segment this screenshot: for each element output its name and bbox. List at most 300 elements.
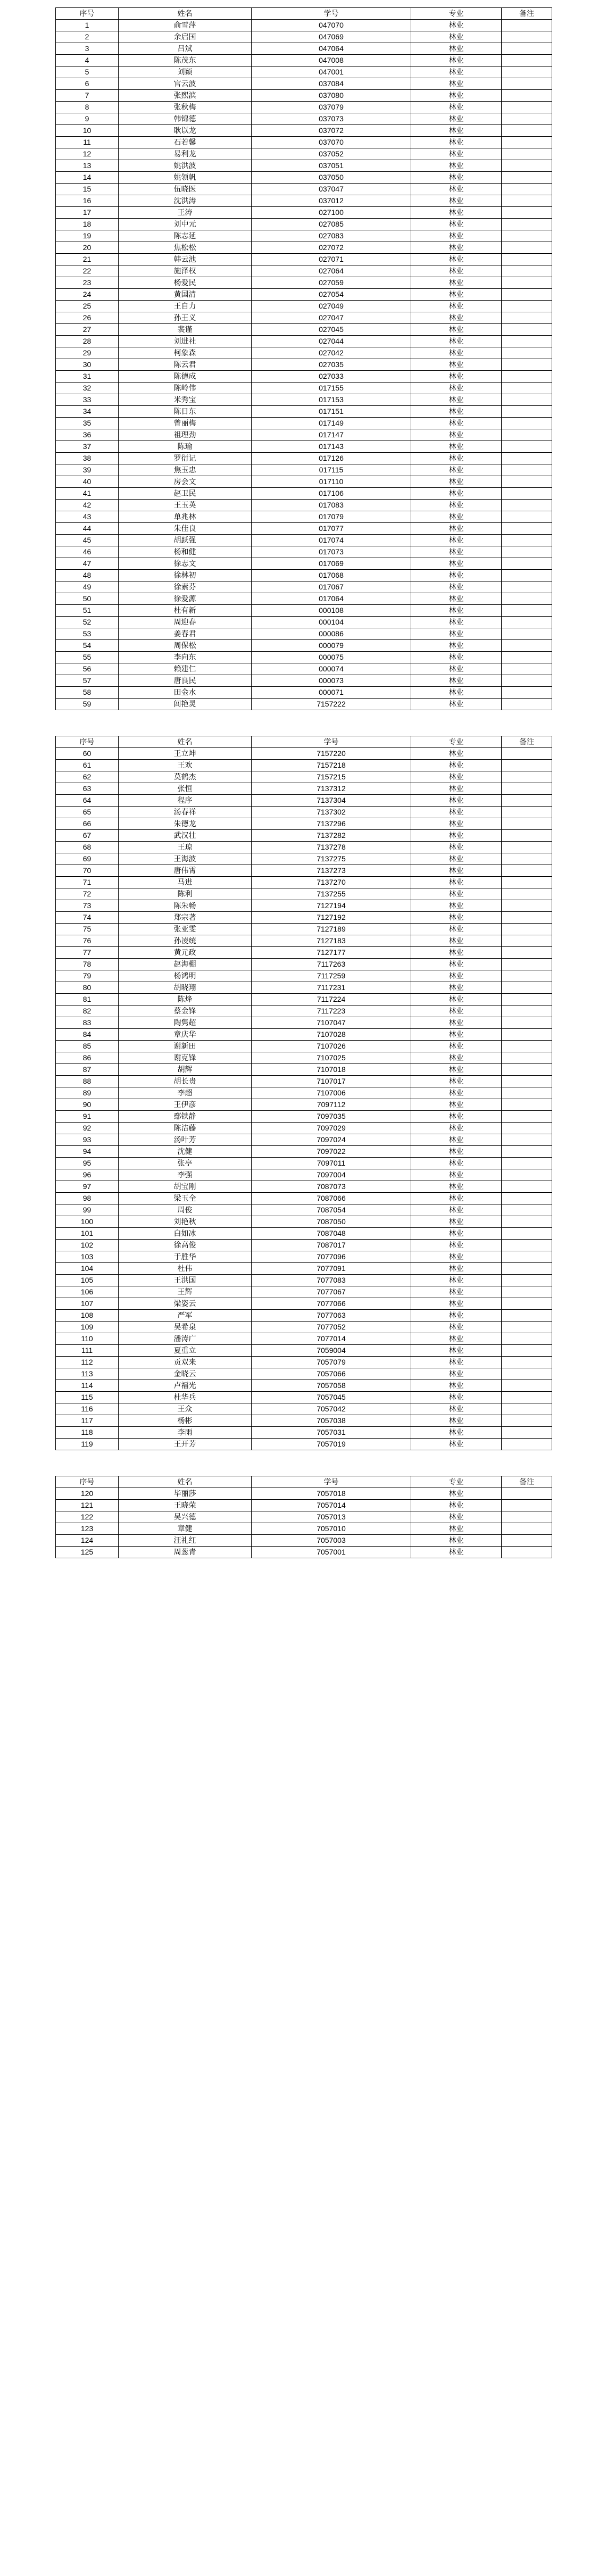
cell-name: 汤叶芳 [119,1134,252,1146]
cell-name: 莫鹤杰 [119,771,252,783]
cell-note [502,1251,552,1263]
cell-index: 121 [56,1500,119,1511]
cell-student-id: 7087048 [252,1228,411,1240]
table-row [56,947,552,959]
cell-major: 林业 [411,289,502,301]
cell-student-id: 027033 [252,371,411,383]
cell-student-id: 7057001 [252,1547,411,1558]
cell-note [502,1076,552,1087]
cell-index: 116 [56,1403,119,1415]
cell-student-id: 047069 [252,31,411,43]
cell-note [502,1368,552,1380]
cell-major: 林业 [411,125,502,137]
cell-major: 林业 [411,160,502,172]
cell-note [502,994,552,1006]
cell-index: 36 [56,429,119,441]
cell-major: 林业 [411,1041,502,1052]
cell-name: 徐志文 [119,558,252,570]
cell-note [502,1123,552,1134]
cell-student-id: 017126 [252,453,411,464]
cell-index: 62 [56,771,119,783]
cell-index: 44 [56,523,119,535]
cell-major: 林业 [411,1228,502,1240]
cell-note [502,935,552,947]
cell-name: 罗衍记 [119,453,252,464]
column-header-note: 备注 [502,8,552,20]
cell-major: 林业 [411,1146,502,1158]
cell-note [502,523,552,535]
cell-index: 17 [56,207,119,219]
cell-index: 10 [56,125,119,137]
cell-major: 林业 [411,1158,502,1169]
cell-name: 祖理劲 [119,429,252,441]
table-row [56,488,552,500]
cell-index: 45 [56,535,119,546]
column-header-major: 专业 [411,736,502,748]
cell-student-id: 000074 [252,663,411,675]
cell-index: 6 [56,78,119,90]
cell-student-id: 017115 [252,464,411,476]
cell-student-id: 7107026 [252,1041,411,1052]
table-row [56,453,552,464]
table-row [56,924,552,935]
cell-student-id: 037050 [252,172,411,184]
cell-student-id: 7097011 [252,1158,411,1169]
cell-name: 田金水 [119,687,252,699]
cell-index: 15 [56,184,119,195]
cell-index: 46 [56,546,119,558]
cell-major: 林业 [411,546,502,558]
column-header-index: 序号 [56,1476,119,1488]
cell-student-id: 7137304 [252,795,411,807]
cell-note [502,429,552,441]
column-header-major: 专业 [411,1476,502,1488]
cell-student-id: 037080 [252,90,411,102]
cell-major: 林业 [411,652,502,663]
cell-note [502,535,552,546]
cell-name: 唐良民 [119,675,252,687]
cell-student-id: 7137255 [252,888,411,900]
cell-student-id: 7077096 [252,1251,411,1263]
cell-student-id: 7097004 [252,1169,411,1181]
cell-name: 赵卫民 [119,488,252,500]
table-row [56,699,552,710]
cell-name: 王琼 [119,842,252,853]
cell-name: 章健 [119,1523,252,1535]
cell-major: 林业 [411,1017,502,1029]
cell-major: 林业 [411,371,502,383]
cell-note [502,277,552,289]
cell-index: 3 [56,43,119,55]
cell-note [502,301,552,312]
table-row [56,90,552,102]
cell-index: 99 [56,1204,119,1216]
cell-major: 林业 [411,1415,502,1427]
table-row [56,771,552,783]
table-row [56,1041,552,1052]
cell-name: 杨鸿明 [119,970,252,982]
cell-note [502,1181,552,1193]
cell-index: 72 [56,888,119,900]
cell-name: 沈洪涛 [119,195,252,207]
cell-major: 林业 [411,558,502,570]
cell-student-id: 7057066 [252,1368,411,1380]
cell-name: 王自力 [119,301,252,312]
cell-student-id: 7057013 [252,1511,411,1523]
cell-name: 韩锦德 [119,113,252,125]
cell-student-id: 017064 [252,593,411,605]
table-row [56,1193,552,1204]
cell-index: 55 [56,652,119,663]
cell-note [502,336,552,347]
cell-name: 王众 [119,1403,252,1415]
cell-major: 林业 [411,230,502,242]
cell-student-id: 7077066 [252,1298,411,1310]
cell-name: 米秀宝 [119,394,252,406]
table-row [56,581,552,593]
cell-major: 林业 [411,1029,502,1041]
table-row [56,289,552,301]
cell-major: 林业 [411,959,502,970]
cell-student-id: 027059 [252,277,411,289]
table-row [56,78,552,90]
cell-major: 林业 [411,1392,502,1403]
cell-index: 52 [56,617,119,628]
cell-name: 姚洪波 [119,160,252,172]
cell-name: 李超 [119,1087,252,1099]
cell-name: 胡跃强 [119,535,252,546]
cell-note [502,464,552,476]
column-header-note: 备注 [502,1476,552,1488]
cell-major: 林业 [411,312,502,324]
cell-student-id: 7157220 [252,748,411,760]
cell-name: 焦松松 [119,242,252,254]
cell-major: 林业 [411,994,502,1006]
cell-name: 杨彬 [119,1415,252,1427]
cell-index: 119 [56,1439,119,1450]
table-row [56,500,552,511]
cell-student-id: 027044 [252,336,411,347]
cell-note [502,1134,552,1146]
cell-student-id: 027049 [252,301,411,312]
cell-student-id: 7077063 [252,1310,411,1322]
cell-major: 林业 [411,1286,502,1298]
table-row [56,137,552,148]
cell-student-id: 7097112 [252,1099,411,1111]
cell-name: 陈洁藤 [119,1123,252,1134]
cell-name: 赖建仁 [119,663,252,675]
cell-major: 林业 [411,148,502,160]
cell-name: 胡晓翔 [119,982,252,994]
cell-index: 84 [56,1029,119,1041]
cell-name: 胡长贵 [119,1076,252,1087]
cell-note [502,406,552,418]
cell-name: 郑宗著 [119,912,252,924]
cell-index: 83 [56,1017,119,1029]
cell-major: 林业 [411,31,502,43]
table-row [56,67,552,78]
cell-name: 唐伟霄 [119,865,252,877]
cell-note [502,1392,552,1403]
cell-student-id: 7107017 [252,1076,411,1087]
cell-name: 汪礼红 [119,1535,252,1547]
cell-name: 周保松 [119,640,252,652]
cell-name: 官云波 [119,78,252,90]
cell-note [502,453,552,464]
table-row [56,1500,552,1511]
table-row [56,853,552,865]
cell-major: 林业 [411,535,502,546]
cell-student-id: 7137270 [252,877,411,888]
cell-student-id: 017074 [252,535,411,546]
cell-name: 吴兴德 [119,1511,252,1523]
cell-index: 8 [56,102,119,113]
table-row [56,1547,552,1558]
cell-index: 12 [56,148,119,160]
table-row [56,687,552,699]
cell-index: 110 [56,1333,119,1345]
cell-note [502,113,552,125]
table-row [56,20,552,31]
roster-table [55,7,552,710]
cell-major: 林业 [411,90,502,102]
cell-major: 林业 [411,383,502,394]
cell-index: 104 [56,1263,119,1275]
cell-note [502,289,552,301]
cell-major: 林业 [411,830,502,842]
cell-major: 林业 [411,195,502,207]
cell-student-id: 7077014 [252,1333,411,1345]
cell-major: 林业 [411,277,502,289]
cell-major: 林业 [411,1263,502,1275]
cell-note [502,924,552,935]
cell-name: 陈朱畅 [119,900,252,912]
table-row [56,265,552,277]
cell-index: 29 [56,347,119,359]
cell-note [502,1275,552,1286]
table-row [56,113,552,125]
cell-student-id: 027054 [252,289,411,301]
cell-student-id: 7057019 [252,1439,411,1450]
cell-note [502,1204,552,1216]
cell-index: 85 [56,1041,119,1052]
cell-index: 38 [56,453,119,464]
cell-name: 王晓荣 [119,1500,252,1511]
cell-note [502,195,552,207]
cell-major: 林业 [411,783,502,795]
cell-note [502,970,552,982]
cell-index: 9 [56,113,119,125]
column-header-index: 序号 [56,8,119,20]
cell-name: 王伊彦 [119,1099,252,1111]
cell-student-id: 047008 [252,55,411,67]
cell-name: 杜华兵 [119,1392,252,1403]
cell-major: 林业 [411,675,502,687]
cell-name: 陈瑜 [119,441,252,453]
cell-major: 林业 [411,865,502,877]
table-row [56,818,552,830]
cell-student-id: 7117223 [252,1006,411,1017]
table-row [56,511,552,523]
cell-index: 32 [56,383,119,394]
cell-note [502,687,552,699]
table-row [56,523,552,535]
cell-student-id: 027042 [252,347,411,359]
table-row [56,242,552,254]
cell-index: 18 [56,219,119,230]
cell-major: 林业 [411,1439,502,1450]
table-row [56,1169,552,1181]
table-row [56,970,552,982]
cell-name: 孙王义 [119,312,252,324]
cell-note [502,1345,552,1357]
table-row [56,1310,552,1322]
table-row [56,406,552,418]
table-row [56,558,552,570]
cell-student-id: 7137282 [252,830,411,842]
cell-name: 王开芳 [119,1439,252,1450]
cell-index: 75 [56,924,119,935]
table-row [56,900,552,912]
table-row [56,172,552,184]
cell-major: 林业 [411,78,502,90]
cell-major: 林业 [411,476,502,488]
cell-major: 林业 [411,1251,502,1263]
table-row [56,102,552,113]
table-row [56,1181,552,1193]
cell-note [502,1146,552,1158]
cell-note [502,1511,552,1523]
cell-student-id: 7127177 [252,947,411,959]
cell-student-id: 027064 [252,265,411,277]
cell-index: 86 [56,1052,119,1064]
roster-table [55,1476,552,1558]
table-row [56,207,552,219]
cell-student-id: 7077052 [252,1322,411,1333]
cell-student-id: 017151 [252,406,411,418]
table-row [56,1286,552,1298]
cell-name: 闾艳灵 [119,699,252,710]
cell-name: 赵海棚 [119,959,252,970]
cell-major: 林业 [411,1099,502,1111]
cell-name: 王洪国 [119,1275,252,1286]
table-row [56,1427,552,1439]
cell-student-id: 7107025 [252,1052,411,1064]
cell-student-id: 000079 [252,640,411,652]
cell-major: 林业 [411,1380,502,1392]
cell-name: 毕丽莎 [119,1488,252,1500]
cell-student-id: 7157215 [252,771,411,783]
cell-note [502,1357,552,1368]
cell-major: 林业 [411,570,502,581]
table-row [56,783,552,795]
cell-student-id: 7077083 [252,1275,411,1286]
cell-note [502,558,552,570]
cell-note [502,242,552,254]
cell-name: 周葱青 [119,1547,252,1558]
cell-name: 焦玉忠 [119,464,252,476]
cell-note [502,947,552,959]
cell-note [502,605,552,617]
cell-major: 林业 [411,663,502,675]
cell-index: 117 [56,1415,119,1427]
table-row [56,1052,552,1064]
cell-major: 林业 [411,511,502,523]
cell-index: 61 [56,760,119,771]
table-row [56,593,552,605]
table-row [56,1535,552,1547]
column-header-name: 姓名 [119,8,252,20]
cell-index: 19 [56,230,119,242]
table-row [56,546,552,558]
cell-index: 58 [56,687,119,699]
table-row [56,982,552,994]
table-row [56,652,552,663]
cell-note [502,640,552,652]
cell-index: 54 [56,640,119,652]
cell-name: 伍晓医 [119,184,252,195]
cell-name: 白如冰 [119,1228,252,1240]
cell-major: 林业 [411,807,502,818]
cell-note [502,347,552,359]
cell-major: 林业 [411,488,502,500]
cell-note [502,795,552,807]
table-row [56,394,552,406]
cell-student-id: 7137278 [252,842,411,853]
cell-index: 27 [56,324,119,336]
cell-name: 柯象森 [119,347,252,359]
cell-name: 章庆华 [119,1029,252,1041]
cell-index: 109 [56,1322,119,1333]
cell-student-id: 7137312 [252,783,411,795]
cell-major: 林业 [411,640,502,652]
cell-index: 57 [56,675,119,687]
cell-major: 林业 [411,137,502,148]
cell-index: 114 [56,1380,119,1392]
table-header-row [56,736,552,748]
cell-index: 16 [56,195,119,207]
cell-name: 俞雪萍 [119,20,252,31]
cell-name: 杨爱民 [119,277,252,289]
cell-index: 48 [56,570,119,581]
cell-major: 林业 [411,1345,502,1357]
table-row [56,1228,552,1240]
cell-name: 胡宝刚 [119,1181,252,1193]
cell-student-id: 7057045 [252,1392,411,1403]
cell-note [502,593,552,605]
cell-student-id: 7057042 [252,1403,411,1415]
table-row [56,994,552,1006]
cell-student-id: 047064 [252,43,411,55]
cell-index: 5 [56,67,119,78]
cell-name: 黄国清 [119,289,252,301]
cell-index: 4 [56,55,119,67]
cell-note [502,663,552,675]
cell-index: 37 [56,441,119,453]
cell-index: 89 [56,1087,119,1099]
cell-major: 林业 [411,760,502,771]
cell-major: 林业 [411,301,502,312]
cell-major: 林业 [411,1535,502,1547]
table-row [56,1415,552,1427]
table-row [56,219,552,230]
table-row [56,312,552,324]
cell-student-id: 7087050 [252,1216,411,1228]
cell-note [502,570,552,581]
cell-student-id: 017153 [252,394,411,406]
cell-major: 林业 [411,1181,502,1193]
cell-name: 蔡金锋 [119,1006,252,1017]
